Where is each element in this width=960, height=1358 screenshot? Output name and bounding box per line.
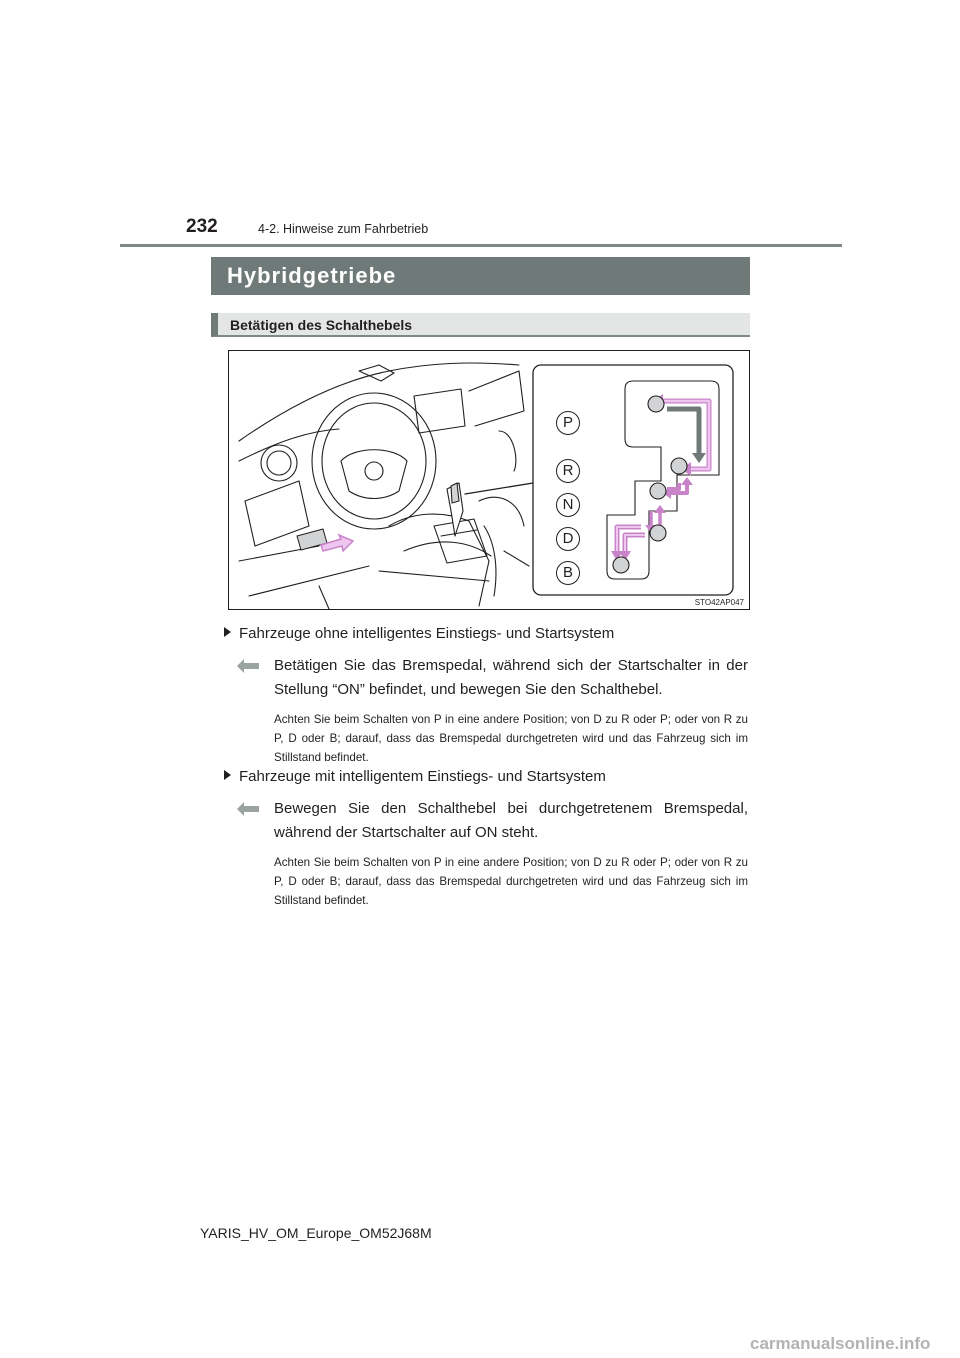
shift-position-b: B: [556, 561, 580, 585]
shift-position-d: D: [556, 527, 580, 551]
document-footer: YARIS_HV_OM_Europe_OM52J68M: [200, 1225, 432, 1241]
section-heading: [224, 768, 606, 785]
shift-gate-panel: [533, 365, 733, 595]
step-instruction: Bewegen Sie den Schalthebel bei durchgetretenem Bremspedal, während der Startschalter auf ON steht.: [274, 800, 748, 841]
shift-position-r: R: [556, 459, 580, 483]
shift-position-p: P: [556, 411, 580, 435]
step-note: Achten Sie beim Schalten von P in eine andere Position; von D zu R oder P; oder von R zu P, D oder B; darauf, dass das Bremspedal durchgetreten wird und das Fahrzeug sich im Stillstand befindet.: [274, 713, 748, 764]
step-instruction: Betätigen Sie das Bremspedal, während sich der Startschalter in der Stellung “ON” befindet, und bewegen Sie den Schalthebel.: [274, 657, 748, 698]
triangle-bullet-icon: [224, 627, 231, 637]
section-heading-text: Fahrzeuge mit intelligentem Einstiegs- und Startsystem: [239, 768, 606, 785]
brake-pedal-illustration: [297, 529, 353, 551]
triangle-bullet-icon: [224, 770, 231, 780]
shift-position-n: N: [556, 493, 580, 517]
figure-code: STO42AP047: [694, 598, 744, 607]
section-heading: [224, 625, 614, 642]
page-title: Hybridgetriebe: [211, 257, 750, 295]
step-arrow-icon: [237, 659, 259, 673]
watermark: carmanualsonline.info: [750, 1334, 931, 1353]
page-number: 232: [186, 216, 218, 237]
header-divider: [120, 244, 842, 247]
shift-lever-figure: [228, 350, 750, 610]
step-arrow-icon: [237, 802, 259, 816]
section-heading-text: Fahrzeuge ohne intelligentes Einstiegs- und Startsystem: [239, 625, 615, 642]
step-note: Achten Sie beim Schalten von P in eine andere Position; von D zu R oder P; oder von R zu P, D oder B; darauf, dass das Bremspedal durchgetreten wird und das Fahrzeug sich im Stillstand befindet.: [274, 856, 748, 907]
section-breadcrumb: 4-2. Hinweise zum Fahrbetrieb: [258, 222, 429, 236]
section-subtitle: Betätigen des Schalthebels: [211, 313, 750, 337]
